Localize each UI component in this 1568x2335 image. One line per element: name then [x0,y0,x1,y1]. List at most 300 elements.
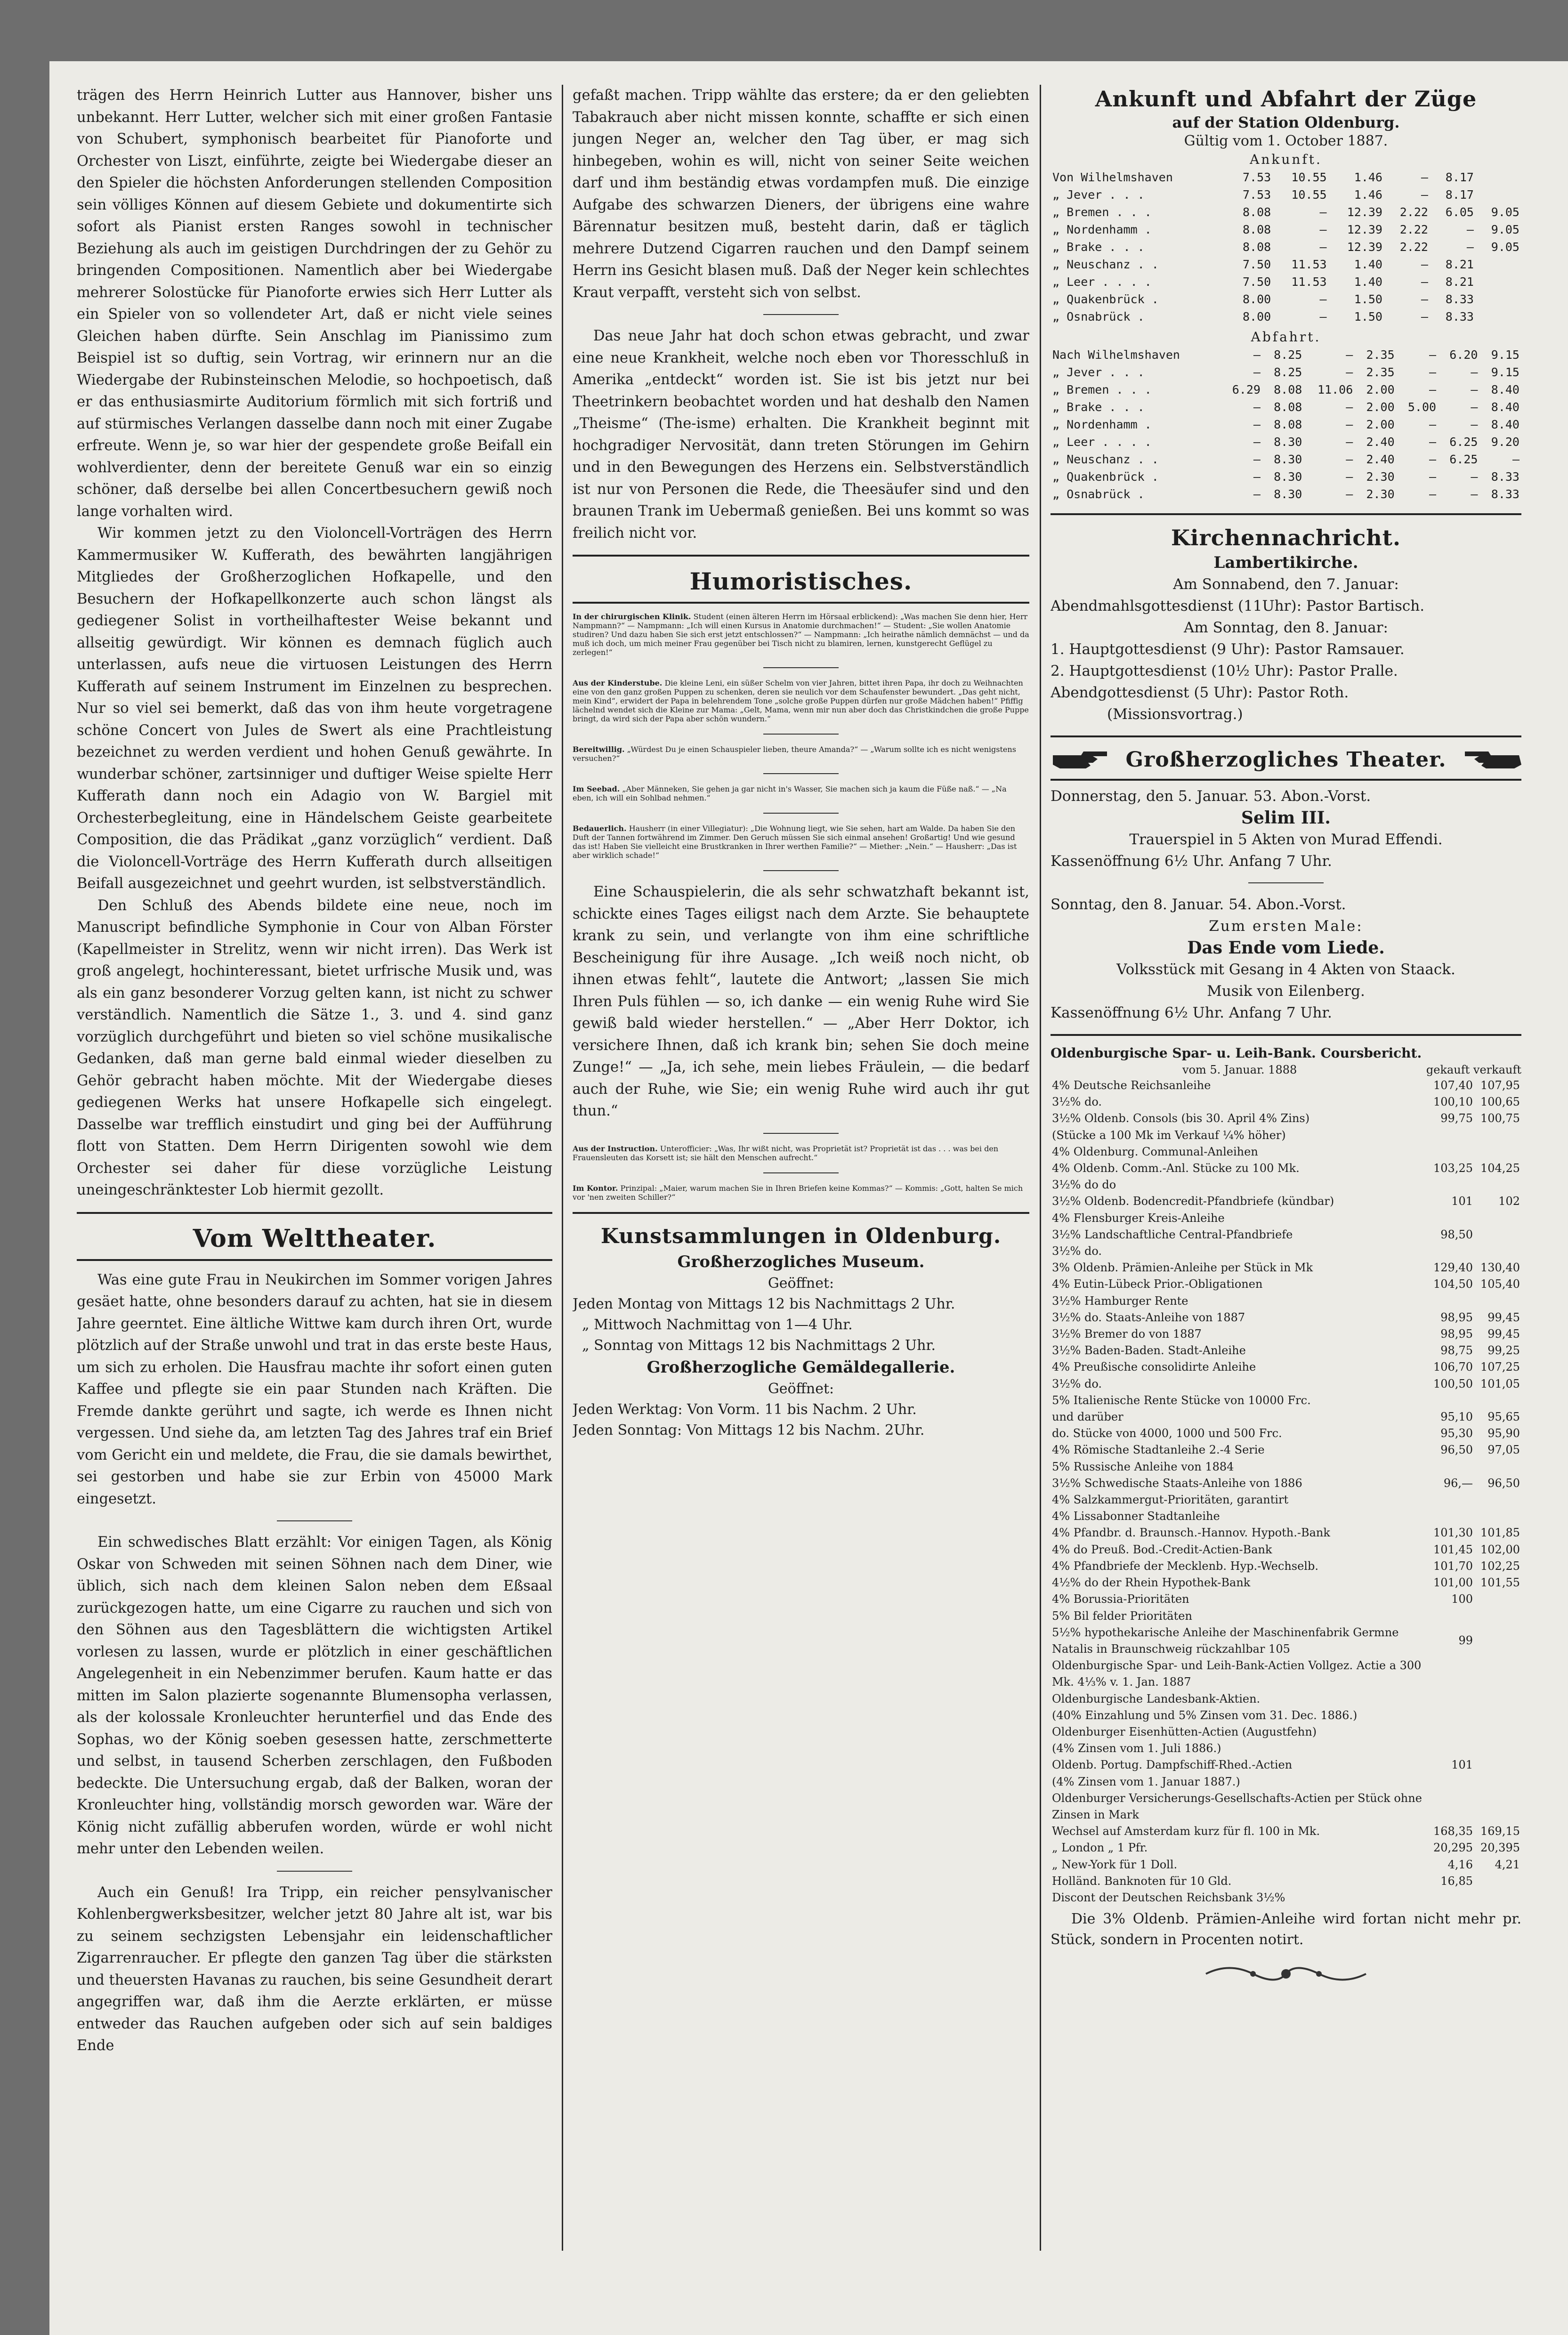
quote-row [1051,1342,1521,1359]
quote-date: vom 5. Januar. 1888 [1182,1063,1297,1076]
train-time: — [1346,365,1353,379]
quote-bought [1427,1144,1474,1160]
quote-sold [1474,1492,1521,1508]
train-station-name: „ Bremen . . . [1052,383,1152,396]
quote-sold [1474,1757,1521,1773]
train-time: 2.40 [1366,435,1395,449]
train-time: 11.06 [1317,383,1353,396]
quote-sold [1474,1624,1521,1657]
quote-security: 3½% do. [1052,1244,1102,1258]
train-time: 8.08 [1274,383,1302,396]
train-time: 2.30 [1366,470,1395,484]
quote-bought [1427,1127,1474,1144]
train-row [1051,451,1521,468]
train-station-name: „ Brake . . . [1052,240,1145,254]
church-line: Abendgottesdienst (5 Uhr): Pastor Roth. [1051,684,1349,701]
train-time: 8.08 [1242,205,1271,219]
museum-heading: Großherzogliches Museum. [677,1252,925,1271]
pointing-hand-right-icon [1051,748,1112,772]
train-time: 11.53 [1291,275,1327,289]
quote-row [1051,1558,1521,1575]
quote-sold [1474,1691,1521,1707]
church-line: Am Sonntag, den 8. Januar: [1184,619,1388,636]
train-time: — [1346,348,1353,362]
quote-sold: 101,55 [1480,1576,1520,1590]
humor-item-text: Unterofficier: „Was, Ihr wißt nicht, was Proprietät ist? Proprietät ist das . . . was bei den Frauensleuten das Korsett ist; sie hält den Menschen aufrecht.“ [573,1144,999,1162]
quote-security: 4% Deutsche Reichsanleihe [1052,1079,1211,1092]
quote-row [1051,1873,1521,1890]
quote-sold [1474,1774,1521,1790]
short-divider [763,734,839,735]
quote-bought [1427,1608,1474,1624]
column-right [1051,85,1521,2274]
quote-sold: 130,40 [1480,1261,1520,1275]
humor-item-text: Eine Schauspielerin, die als sehr schwatzhaft bekannt ist, schickte eines Tages eiligst nach dem Arzte. Sie behauptete krank zu sein, und verlangte von ihm eine schriftliche Bescheinigung für ihre Ausage. „Ich weiß noch nicht, ob ihnen etwas fehlt“, lautete die Antwort; „lassen Sie mich Ihren Puls fühlen — so, ich danke — ein wenig Ruhe wird Sie gewiß bald wieder herstellen.“ — „Aber Herr Doktor, ich versichere Ihnen, daß ich krank bin; sehen Sie doch meine Zunge!“ — „Ja, ich sehe, mein liebes Fräulein, — die bedarf auch der Ruhe, wie Sie; ein wenig Ruhe wird auch ihr gut thun.“ [573,884,1029,1119]
train-time: 8.33 [1491,487,1520,501]
quote-security: (4% Zinsen vom 1. Juli 1886.) [1052,1742,1221,1755]
church-notice-title: Kirchennachricht. [1171,525,1401,550]
quote-sold: 102,25 [1480,1559,1520,1573]
quote-bought: 100 [1451,1592,1473,1606]
opening-label: Geöffnet: [768,1380,834,1397]
train-time: 9.20 [1491,435,1520,449]
quote-row [1051,1525,1521,1541]
train-time: 6.05 [1445,205,1474,219]
train-row [1051,485,1521,503]
quote-security: 4% Oldenb. Comm.-Anl. Stücke zu 100 Mk. [1052,1162,1300,1175]
train-time: 7.53 [1242,188,1271,202]
train-time: — [1421,310,1428,323]
section-divider [573,555,1029,557]
church-line: (Missionsvortrag.) [1107,706,1243,723]
train-row [1051,308,1521,325]
theater-line: Kassenöffnung 6½ Uhr. Anfang 7 Uhr. [1051,1004,1332,1021]
quote-row [1051,1542,1521,1558]
humor-item-text: „Würdest Du je einen Schauspieler lieben, theure Amanda?“ — „Warum sollte ich es nicht wenigstens versuchen?“ [573,745,1016,763]
train-schedule [1051,85,1521,503]
train-station-name: „ Quakenbrück . [1052,470,1159,484]
quote-sold: 96,50 [1487,1476,1520,1490]
quote-bought [1427,1243,1474,1260]
quote-note: Die 3% Oldenb. Prämien-Anleihe wird fortan nicht mehr pr. Stück, sondern in Procenten notirt. [1051,1911,1521,1948]
short-divider [763,667,839,668]
train-time: 8.40 [1491,400,1520,414]
train-time: — [1471,470,1478,484]
theater-line: Volksstück mit Gesang in 4 Akten von Staack. [1116,961,1455,978]
train-station-name: „ Quakenbrück . [1052,292,1159,306]
kunstsammlungen-heading: Kunstsammlungen in Oldenburg. [600,1224,1002,1248]
train-time: 12.39 [1347,205,1382,219]
quote-sold: 99,25 [1487,1344,1520,1357]
section-divider [1051,779,1521,781]
column-rule [562,85,563,2251]
quote-row [1051,1376,1521,1392]
short-divider [763,870,839,871]
quote-security: „ New-York für 1 Doll. [1052,1858,1178,1871]
quote-row [1051,1077,1521,1094]
quote-security: 3½% Baden-Baden. Stadt-Anleihe [1052,1344,1246,1357]
theater-notice [1051,746,1521,1024]
quote-bought: 101 [1451,1758,1473,1772]
quote-sold [1474,1890,1521,1906]
quote-security: 4% Pfandbriefe der Mecklenb. Hyp.-Wechselb. [1052,1559,1318,1573]
train-time: 1.46 [1354,170,1382,184]
train-row [1051,238,1521,256]
quote-bought: 101,00 [1433,1576,1473,1590]
quote-sold: 99,45 [1487,1327,1520,1341]
ornament-flourish-icon [1201,1960,1371,1988]
train-time: — [1253,452,1261,466]
train-row [1051,203,1521,221]
column-middle [573,85,1029,2274]
quote-row [1051,1359,1521,1375]
galerie-hours [573,1399,1029,1441]
train-time: — [1471,365,1478,379]
theater-title: Großherzogliches Theater. [1125,748,1447,772]
humor-item-text: Hausherr (in einer Villegiatur): „Die Wohnung liegt, wie Sie sehen, hart am Walde. Da haben Sie den Duft der Tannen fortwährend im Zimmer. Den Geruch müssen Sie sich einmal ansehen! Großartig! Und wie gesund das ist! Haben Sie vielleicht eine Brustkranken in Ihrer werthen Familie?“ — Miether: „Nein.“ — Hausherr: „Das ist aber wirklich schade!“ [573,824,1017,860]
quote-bought: 101,45 [1433,1543,1473,1556]
quote-row [1051,1094,1521,1110]
concert-review-paragraph: trägen des Herrn Heinrich Lutter aus Hannover, bisher uns unbekannt. Herr Lutter, welcher sich mit einer großen Fantasie von Schubert, symphonisch bearbeitet für Pianoforte und Orchester von Liszt, einführte, zeigte bei Wiedergabe dieser an den Spieler die höchsten Anforderungen stellenden Composition sein völliges Können auf diesem Gebiete und dokumentirte sich sofort als Pianist ersten Ranges sowohl in technischer Beziehung als auch im geistigen Durchdringen der zu Gehör zu bringenden Compositionen. Namentlich aber bei Wiedergabe mehrerer Solostücke für Pianoforte erwies sich Herr Lutter als ein Spieler von so vollendeter Art, daß er nicht viele seines Gleichen haben dürfte. Sein Anschlag im Pianissimo zum Beispiel ist so duftig, sein Vortrag, wir erinnern nur an die Wiedergabe der Rubinsteinschen Melodie, so hochpoetisch, daß er das enthusiasmirte Auditorium förmlich mit sich fortriß und auf stürmisches Verlangen dasselbe dann noch mit einer Zugabe erfreute. Wenn je, so war hier der gespendete große Beifall ein wohlverdienter, denn der bereitete Genuß war ein so einzig schöner, daß derselbe bei allen Concertbesuchern gewiß noch lange vorhalten wird. [77,87,552,520]
quote-sold [1474,1243,1521,1260]
column-rule [1040,85,1041,2251]
train-time: — [1429,365,1437,379]
train-schedule-title: Ankunft und Abfahrt der Züge [1095,86,1477,112]
quote-security: 5% Italienische Rente Stücke von 10000 Frc. [1052,1393,1311,1407]
train-time: — [1429,348,1437,362]
quote-security: Discont der Deutschen Reichsbank 3½% [1052,1891,1285,1904]
short-divider [763,1133,839,1134]
train-time: 8.08 [1242,223,1271,236]
quote-security: 3½% Hamburger Rente [1052,1294,1188,1308]
train-time: 8.40 [1491,418,1520,431]
train-time: 9.15 [1491,348,1520,362]
quote-bought: 98,50 [1440,1228,1473,1241]
welttheater-paragraph: Ein schwedisches Blatt erzählt: Vor einigen Tagen, als König Oskar von Schweden mit seinen Söhnen nach dem Diner, wie üblich, sich nach dem kleinen Salon neben dem Eßsaal zurückgezogen hatte, um eine Cigarre zu rauchen und sich von den Söhnen aus den Tagesblättern die wichtigsten Artikel vorlesen zu lassen, wurde er plötzlich in einer geschäftlichen Angelegenheit in ein Nebenzimmer berufen. Kaum hatte er das mitten im Salon plazierte sogenannte Blumensopha verlassen, als der kolossale Kronleuchter herunterfiel und das Ende des Sophas, wo der König soeben gesessen hatte, zerschmetterte und selbst, in tausend Scherben zerschlagen, den Fußboden bedeckte. Die Untersuchung ergab, daß der Balken, woran der Kronleuchter hing, vollständig morsch geworden war. Wäre der König nicht zufällig abberufen worden, würde er wohl nicht mehr unter den Lebenden weilen. [77,1534,552,1857]
train-time: — [1429,435,1437,449]
short-divider [277,1871,352,1872]
train-time: 8.17 [1445,188,1474,202]
train-station-name: „ Nordenhamm . [1052,418,1152,431]
short-divider [763,1172,839,1173]
train-station-name: „ Neuschanz . . [1052,258,1159,271]
train-time: — [1346,452,1353,466]
quote-row [1051,1492,1521,1508]
train-station-name: „ Osnabrück . [1052,487,1145,501]
quote-security: Oldenburger Eisenhütten-Actien (Augustfehn) [1052,1725,1317,1738]
quote-sold [1474,1392,1521,1409]
quote-sold [1474,1740,1521,1757]
quote-row [1051,1890,1521,1906]
train-time: 2.35 [1366,365,1395,379]
quote-row [1051,1425,1521,1442]
train-time: 8.08 [1242,240,1271,254]
theater-play-title: Selim III. [1241,808,1331,828]
opening-label: Geöffnet: [768,1275,834,1292]
quote-sold: 101,85 [1480,1526,1520,1540]
quote-security: 3½% Landschaftliche Central-Pfandbriefe [1052,1228,1293,1241]
train-time: 8.33 [1445,292,1474,306]
quote-sold [1474,1707,1521,1724]
train-time: 8.08 [1274,418,1302,431]
train-time: 7.50 [1242,275,1271,289]
train-time: 10.55 [1291,170,1327,184]
quote-security: 5½% hypothekarische Anleihe der Maschinenfabrik Germne Natalis in Braunschweig rückzahlbar 105 [1052,1625,1399,1656]
quote-row [1051,1309,1521,1326]
quote-row [1051,1608,1521,1624]
quote-bought [1427,1724,1474,1740]
quote-security: 5% Russische Anleihe von 1884 [1052,1460,1234,1473]
theater-line: Donnerstag, den 5. Januar. 53. Abon.-Vorst. [1051,788,1371,805]
quote-security: 4% Eutin-Lübeck Prior.-Obligationen [1052,1277,1263,1291]
quote-security: 3½% do. [1052,1095,1102,1109]
train-station-name: „ Bremen . . . [1052,205,1152,219]
quote-row [1051,1144,1521,1160]
humor-item-title: Im Seebad. [573,784,620,793]
train-time: 1.50 [1354,310,1382,323]
quote-security: Oldenb. Portug. Dampfschiff-Rhed.-Actien [1052,1758,1293,1772]
humor-item-title: Bereitwillig. [573,745,625,754]
train-station-name: „ Neuschanz . . [1052,452,1159,466]
theater-line: Zum ersten Male: [1209,918,1363,935]
quote-row [1051,1459,1521,1475]
quote-row [1051,1508,1521,1525]
quote-row [1051,1160,1521,1177]
quote-sold: 102 [1498,1195,1520,1208]
theater-line: Kassenöffnung 6½ Uhr. Anfang 7 Uhr. [1051,853,1332,870]
quote-security: 3½% do. Staats-Anleihe von 1887 [1052,1310,1245,1324]
train-time: — [1421,188,1428,202]
train-valid-date: Gültig vom 1. October 1887. [1184,133,1388,149]
quote-bought: 106,70 [1433,1360,1473,1374]
quote-security: 4% do Preuß. Bod.-Credit-Actien-Bank [1052,1543,1272,1556]
church-line: 1. Hauptgottesdienst (9 Uhr): Pastor Ramsauer. [1051,641,1405,658]
quote-bought: 100,10 [1433,1095,1473,1109]
quote-sold: 95,90 [1487,1427,1520,1440]
short-divider [763,314,839,315]
train-time: — [1346,400,1353,414]
train-row [1051,433,1521,451]
quote-sold [1474,1873,1521,1890]
train-time: 8.30 [1274,470,1302,484]
stock-quotes [1051,1044,1521,1988]
train-row [1051,364,1521,381]
quote-bought [1427,1392,1474,1409]
quote-bought [1427,1657,1474,1690]
train-time: — [1429,418,1437,431]
train-time: 7.50 [1242,258,1271,271]
train-time: — [1253,365,1261,379]
quote-security: do. Stücke von 4000, 1000 und 500 Frc. [1052,1427,1282,1440]
train-time: 8.33 [1445,310,1474,323]
quote-table [1051,1077,1521,1906]
quote-row [1051,1657,1521,1690]
train-row [1051,221,1521,238]
section-divider [77,1212,552,1214]
quote-sold [1474,1210,1521,1227]
train-time: 9.05 [1491,223,1520,236]
quote-bought [1427,1890,1474,1906]
col-bought: gekauft [1426,1063,1470,1076]
quote-security: 3½% do. [1052,1377,1102,1390]
train-time: 8.25 [1274,365,1302,379]
quote-security: 3½% Oldenb. Bodencredit-Pfandbriefe (kündbar) [1052,1195,1334,1208]
galerie-heading: Großherzogliche Gemäldegallerie. [647,1357,955,1377]
train-time: — [1253,470,1261,484]
quote-bought [1427,1177,1474,1193]
short-divider [277,1520,352,1521]
train-station-name: „ Brake . . . [1052,400,1145,414]
train-time: 8.21 [1445,275,1474,289]
arrival-table [1051,169,1521,325]
hours-line: Jeden Sonntag: Von Mittags 12 bis Nachm. 2Uhr. [573,1422,925,1438]
quote-sold [1474,1177,1521,1193]
train-time: — [1471,400,1478,414]
quote-row [1051,1823,1521,1840]
quote-bought: 101,30 [1433,1526,1473,1540]
quote-row [1051,1276,1521,1293]
quote-row [1051,1475,1521,1492]
train-time: 8.25 [1274,348,1302,362]
theater-line: Sonntag, den 8. Januar. 54. Abon.-Vorst. [1051,896,1346,913]
quote-bought: 104,50 [1433,1277,1473,1291]
quote-bought: 20,295 [1433,1841,1473,1855]
train-time: 8.30 [1274,487,1302,501]
train-time: 9.05 [1491,240,1520,254]
quote-sold: 105,40 [1480,1277,1520,1291]
train-time: — [1319,240,1327,254]
theater-line: Trauerspiel in 5 Akten von Murad Effendi. [1129,831,1443,848]
train-time: 2.22 [1399,240,1428,254]
train-time: 2.40 [1366,452,1395,466]
section-divider [573,602,1029,604]
train-time: — [1429,383,1437,396]
quote-row [1051,1757,1521,1773]
concert-review-paragraph: Wir kommen jetzt zu den Violoncell-Vorträgen des Herrn Kammermusiker W. Kufferath, des bewährten langjährigen Mitgliedes der Großherzoglichen Hofkapelle, und den Besuchern der Hofkapellkonzerte auch schon längst als gediegener Solist in vortheilhaftester Weise bekannt und allseitig gewürdigt. Wir können es demnach füglich auch unterlassen, aufs neue die virtuosen Leistungen des Herrn Kufferath auf seinem Instrument im Einzelnen zu besprechen. Nur so viel sei bemerkt, daß das von ihm heute vorgetragene schöne Concert von Jules de Swert als eine Prachtleistung bezeichnet zu werden verdient und hohen Genuß gewährte. In wunderbar schöner, zartsinniger und duftiger Weise spielte Herr Kufferath dann noch ein Adagio von W. Bargiel mit Orchesterbegleitung, eine in Händelschem Geiste gearbeitete Composition, die das Prädikat „ganz vorzüglich“ verdient. Daß die Violoncell-Vorträge des Herrn Kufferath durch allseitigen Beifall ausgezeichnet und geehrt wurden, ist selbstverständlich. [77,525,552,892]
train-station-name: „ Osnabrück . [1052,310,1145,323]
quote-row [1051,1790,1521,1823]
train-time: — [1253,487,1261,501]
quote-security: (Stücke a 100 Mk im Verkauf ¼% höher) [1052,1128,1286,1142]
humor-item-text: „Aber Männeken, Sie gehen ja gar nicht in's Wasser, Sie machen sich ja kaum die Füße naß.“ — „Na eben, ich will ein Sohlbad nehmen.“ [573,784,1007,802]
humor-item-text: Prinzipal: „Maier, warum machen Sie in Ihren Briefen keine Kommas?“ — Kommis: „Gott, halten Se mich vor 'nen zweiten Schiller?“ [573,1183,1023,1202]
train-time: 1.40 [1354,258,1382,271]
quote-sold [1474,1508,1521,1525]
train-time: — [1429,487,1437,501]
train-time: — [1421,170,1428,184]
train-time: 2.00 [1366,383,1395,396]
train-time: 10.55 [1291,188,1327,202]
quote-sold: 97,05 [1487,1443,1520,1457]
quote-row [1051,1227,1521,1243]
train-time: 12.39 [1347,223,1382,236]
train-time: 2.35 [1366,348,1395,362]
church-line: 2. Hauptgottesdienst (10½ Uhr): Pastor Pralle. [1051,663,1398,679]
quote-bought [1427,1774,1474,1790]
theater-line: Musik von Eilenberg. [1207,983,1365,1000]
quote-row [1051,1624,1521,1657]
humor-item-title: In der chirurgischen Klinik. [573,612,691,621]
train-time: 9.05 [1491,205,1520,219]
hours-line: „ Sonntag von Mittags 12 bis Nachmittags 2 Uhr. [582,1337,936,1354]
departure-table [1051,346,1521,503]
train-time: 1.46 [1354,188,1382,202]
train-time: — [1253,418,1261,431]
quote-sold [1474,1227,1521,1243]
quote-security: Oldenburgische Spar- und Leih-Bank-Actien Vollgez. Actie a 300 Mk. 4⅓% v. 1. Jan. 1887 [1052,1659,1422,1689]
quote-security: 3½% Oldenb. Consols (bis 30. April 4% Zins) [1052,1112,1310,1125]
section-divider [77,1259,552,1261]
quote-bought: 101,70 [1433,1559,1473,1573]
train-time: 1.40 [1354,275,1382,289]
quote-sold [1474,1144,1521,1160]
quote-bought: 100,50 [1433,1377,1473,1390]
quote-security: 4% Flensburger Kreis-Anleihe [1052,1211,1225,1225]
quote-row [1051,1293,1521,1309]
quote-bought: 96,— [1443,1476,1473,1490]
quote-security: (4% Zinsen vom 1. Januar 1887.) [1052,1775,1240,1788]
train-station: auf der Station Oldenburg. [1172,113,1400,131]
quote-sold [1474,1657,1521,1690]
quote-row [1051,1243,1521,1260]
train-time: — [1429,470,1437,484]
quote-bought [1427,1459,1474,1475]
humor-item-title: Aus der Instruction. [573,1144,658,1153]
train-row [1051,291,1521,308]
quote-security: 4% Römische Stadtanleihe 2.-4 Serie [1052,1443,1265,1457]
church-line: Am Sonnabend, den 7. Januar: [1173,576,1399,593]
train-time: 6.29 [1232,383,1261,396]
train-row [1051,346,1521,364]
train-time: — [1471,383,1478,396]
humor-item [573,881,1029,1123]
train-time: — [1253,435,1261,449]
quote-security: 4% Pfandbr. d. Braunsch.-Hannov. Hypoth.-Bank [1052,1526,1330,1540]
quote-sold: 169,15 [1480,1825,1520,1838]
short-divider [763,813,839,814]
column-left [77,85,552,2274]
welttheater-paragraph: Auch ein Genuß! Ira Tripp, ein reicher pensylvanischer Kohlenbergwerksbesitzer, welcher jetzt 80 Jahre alt ist, war bis zu seinem sechzigsten Lebensjahr ein leidenschaftlicher Zigarrenraucher. Er pflegte den ganzen Tag über die stärksten und theuersten Havanas zu rauchen, bis seine Gesundheit derart angegriffen war, daß ihm die Aerzte erklärten, er müsse entweder das Rauchen aufgeben oder sich auf sein baldiges Ende [77,1884,552,2054]
quote-bought [1427,1790,1474,1823]
quote-security: 4½% do der Rhein Hypothek-Bank [1052,1576,1251,1590]
train-time: 11.53 [1291,258,1327,271]
train-time: — [1421,275,1428,289]
quote-row [1051,1707,1521,1724]
quote-security: Wechsel auf Amsterdam kurz für fl. 100 in Mk. [1052,1825,1320,1838]
quote-bought: 99,75 [1440,1112,1473,1125]
train-row [1051,468,1521,485]
quote-row [1051,1110,1521,1127]
train-time: 2.00 [1366,418,1395,431]
quote-bought [1427,1210,1474,1227]
train-time: — [1253,400,1261,414]
train-time: 8.40 [1491,383,1520,396]
train-time: 2.22 [1399,223,1428,236]
quote-bought [1427,1707,1474,1724]
quote-bought: 99 [1458,1634,1473,1648]
train-time: 6.25 [1449,452,1478,466]
quote-sold [1474,1790,1521,1823]
quote-sold: 4,21 [1495,1858,1520,1871]
quote-bought: 103,25 [1433,1162,1473,1175]
quote-bought: 168,35 [1433,1825,1473,1838]
stock-quotes-header [1051,1062,1521,1077]
quote-sold: 100,65 [1480,1095,1520,1109]
train-time: 6.25 [1449,435,1478,449]
quote-security: 4% Salzkammergut-Prioritäten, garantirt [1052,1493,1289,1507]
train-row [1051,273,1521,291]
train-time: 2.30 [1366,487,1395,501]
